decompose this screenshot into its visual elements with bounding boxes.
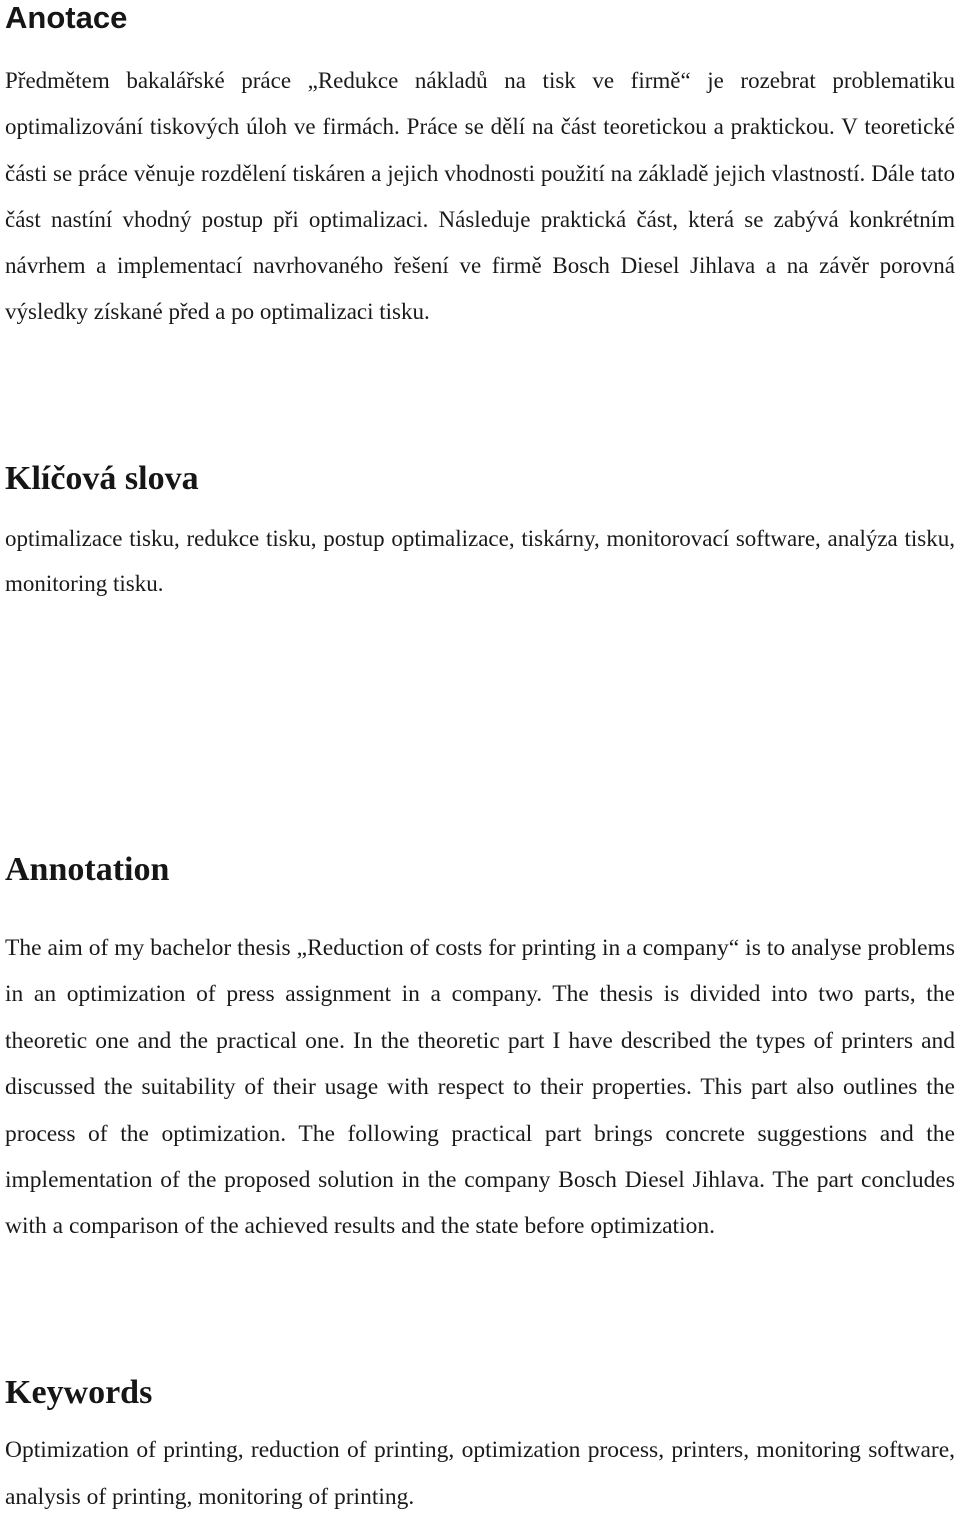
annotation-heading: Annotation [5, 851, 170, 888]
annotation-paragraph: The aim of my bachelor thesis „Reduction of costs for printing in a company“ is to analyse problems in an optimization of press assignment in a company. The thesis is divided into two parts, the theoretic one and the practical one. In the theoretic part I have described the types of printers and discussed the suitability of their usage with respect to their properties. This part also outlines the process of the optimization. The following practical part brings concrete suggestions and the implementation of the proposed solution in the company Bosch Diesel Jihlava. The part concludes with a comparison of the achieved results and the state before optimization. [5, 935, 955, 1240]
klicova-slova-heading: Klíčová slova [5, 460, 199, 497]
anotace-paragraph: Předmětem bakalářské práce „Redukce nákladů na tisk ve firmě“ je rozebrat problematiku optimalizování tiskových úloh ve firmách. Práce se dělí na část teoretickou a praktickou. V teoretické části se práce věnuje rozdělení tiskáren a jejich vhodnosti použití na základě jejich vlastností. Dále tato část nastíní vhodný postup při optimalizaci. Následuje praktická část, která se zabývá konkrétním návrhem a implementací navrhovaného řešení ve firmě Bosch Diesel Jihlava a na závěr porovná výsledky získané před a po optimalizaci tisku. [5, 68, 955, 325]
klicova-slova-section [5, 516, 955, 606]
keywords-heading: Keywords [5, 1374, 153, 1411]
annotation-section [5, 925, 955, 1250]
anotace-section [5, 58, 955, 336]
keywords-section [5, 1427, 955, 1521]
anotace-heading: Anotace [5, 0, 128, 35]
klicova-slova-paragraph: optimalizace tisku, redukce tisku, postup optimalizace, tiskárny, monitorovací software, analýza tisku, monitoring tisku. [5, 526, 955, 596]
keywords-paragraph: Optimization of printing, reduction of printing, optimization process, printers, monitoring software, analysis of printing, monitoring of printing. [5, 1437, 955, 1510]
